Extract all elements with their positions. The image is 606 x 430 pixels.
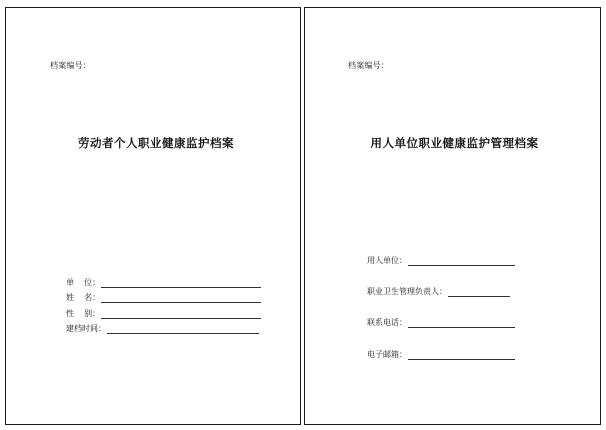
blank-line xyxy=(408,352,515,360)
gender-field xyxy=(66,309,261,319)
unit-field xyxy=(66,278,261,288)
employer-field xyxy=(367,256,515,266)
field-label: 联系电话： xyxy=(367,318,407,327)
archive-number-label: 档案编号： xyxy=(50,61,91,70)
health-manager-field xyxy=(367,287,510,297)
record-date-field xyxy=(66,324,259,334)
archive-number-label: 档案编号： xyxy=(348,61,389,70)
field-label: 用人单位： xyxy=(367,256,407,265)
email-field xyxy=(367,350,515,360)
blank-line xyxy=(448,289,510,297)
blank-line xyxy=(101,295,261,303)
blank-line xyxy=(101,311,261,319)
blank-line xyxy=(408,258,515,266)
field-label: 姓 名： xyxy=(66,293,101,302)
blank-line xyxy=(408,320,515,328)
field-label: 性 别： xyxy=(66,309,101,318)
phone-field xyxy=(367,318,515,328)
field-label: 单 位： xyxy=(66,278,101,287)
name-field xyxy=(66,293,261,303)
blank-line xyxy=(101,280,261,288)
field-label: 电子邮箱： xyxy=(367,350,407,359)
document-title: 用人单位职业健康监护管理档案 xyxy=(370,136,539,150)
document-title: 劳动者个人职业健康监护档案 xyxy=(78,136,234,150)
blank-line xyxy=(107,326,259,334)
field-label: 建档时间： xyxy=(66,324,106,333)
field-label: 职业卫生管理负责人： xyxy=(367,287,447,296)
left-document-page xyxy=(5,7,301,425)
right-document-page xyxy=(304,7,601,425)
